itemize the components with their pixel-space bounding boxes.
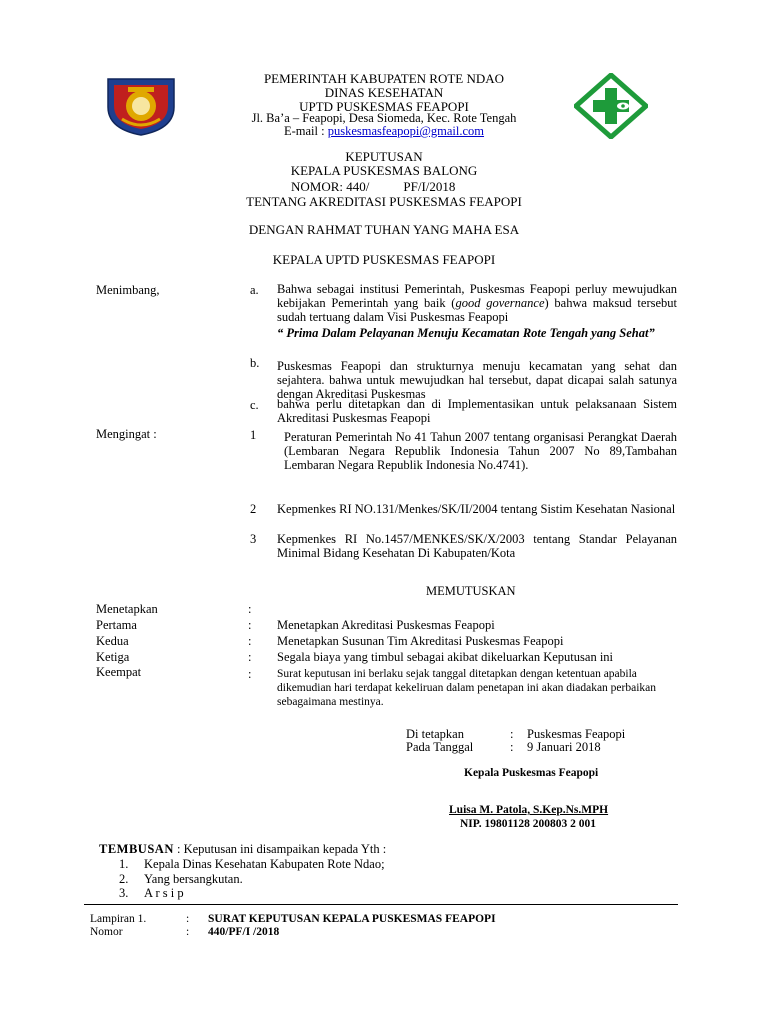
memutuskan-heading: MEMUTUSKAN bbox=[426, 584, 516, 598]
nomor-value: 440/PF/I /2018 bbox=[208, 926, 280, 938]
decree-number-prefix: NOMOR: 440/ bbox=[291, 179, 370, 194]
mengingat-mark-3: 3 bbox=[250, 532, 257, 546]
menimbang-mark-b: b. bbox=[250, 356, 260, 370]
footer-divider bbox=[84, 904, 678, 905]
signatory-nip: NIP. 19801128 200803 2 001 bbox=[460, 818, 596, 830]
decision-text-ketiga: Segala biaya yang timbul sebagai akibat dikeluarkan Keputusan ini bbox=[277, 650, 614, 664]
mengingat-mark-2: 2 bbox=[250, 502, 257, 516]
signatory-position: Kepala Puskesmas Feapopi bbox=[464, 767, 599, 779]
place-label: Di tetapkan bbox=[406, 727, 464, 741]
mengingat-item-1: Peraturan Pemerintah No 41 Tahun 2007 tentang organisasi Perangkat Daerah (Lembaran Negara Republik Indonesia Tahun 2007 No 89,Tambahan Lembaran Negara Republik Indonesia No.4741). bbox=[284, 430, 677, 472]
signatory-name: Luisa M. Patola, S.Kep.Ns.MPH bbox=[449, 804, 609, 816]
decision-label-pertama: Pertama bbox=[96, 618, 137, 632]
decree-title: KEPUTUSAN bbox=[345, 149, 423, 164]
decision-colon: : bbox=[248, 634, 252, 648]
letterhead-government: PEMERINTAH KABUPATEN ROTE NDAO bbox=[263, 71, 505, 86]
date-colon: : bbox=[510, 740, 514, 754]
tembusan-item-2: Yang bersangkutan. bbox=[144, 872, 243, 886]
place-colon: : bbox=[510, 727, 514, 741]
tembusan-num-2: 2. bbox=[119, 872, 129, 886]
tembusan-item-1: Kepala Dinas Kesehatan Kabupaten Rote Ndao; bbox=[144, 857, 385, 871]
lampiran-colon: : bbox=[186, 913, 190, 925]
decision-label-kedua: Kedua bbox=[96, 634, 129, 648]
vision-quote: “ Prima Dalam Pelayanan Menuju Kecamatan Rote Tengah yang Sehat” bbox=[277, 326, 655, 340]
mengingat-item-3: Kepmenkes RI No.1457/MENKES/SK/X/2003 tentang Standar Pelayanan Minimal Bidang Kesehatan Di Kabupaten/Kota bbox=[277, 532, 677, 560]
lampiran-value: SURAT KEPUTUSAN KEPALA PUSKESMAS FEAPOPI bbox=[208, 913, 496, 925]
email-label: E-mail : bbox=[283, 124, 328, 138]
letterhead-unit: UPTD PUSKESMAS FEAPOPI bbox=[299, 99, 469, 114]
mengingat-label: Mengingat : bbox=[96, 427, 157, 441]
place-value: Puskesmas Feapopi bbox=[527, 727, 626, 741]
head-of-unit-heading: KEPALA UPTD PUSKESMAS FEAPOPI bbox=[272, 252, 496, 267]
tembusan-num-1: 1. bbox=[119, 857, 129, 871]
decision-colon: : bbox=[248, 667, 252, 681]
decision-colon: : bbox=[248, 602, 252, 616]
blessing-line: DENGAN RAHMAT TUHAN YANG MAHA ESA bbox=[248, 222, 520, 237]
lampiran-label: Lampiran 1. bbox=[90, 913, 147, 925]
decision-colon: : bbox=[248, 618, 252, 632]
menimbang-item-c: bahwa perlu ditetapkan dan di Implementasikan untuk pelaksanaan Sistem Akreditasi Puskesmas Feapopi bbox=[277, 397, 677, 425]
menimbang-item-b: Puskesmas Feapopi dan strukturnya menuju kecamatan yang sehat dan sejahtera. bahwa untuk mewujudkan hal tersebut, dapat dicapai salah satunya dengan Akreditasi Puskesmas bbox=[277, 359, 677, 401]
decision-text-pertama: Menetapkan Akreditasi Puskesmas Feapopi bbox=[277, 618, 495, 632]
letterhead-email-line bbox=[0, 124, 768, 139]
tembusan-item-3: A r s i p bbox=[144, 886, 184, 900]
email-link[interactable]: puskesmasfeapopi@gmail.com bbox=[327, 124, 485, 138]
decree-number-suffix: PF/I/2018 bbox=[403, 179, 456, 194]
tembusan-label: TEMBUSAN bbox=[99, 842, 174, 856]
tembusan-intro: : Keputusan ini disampaikan kepada Yth : bbox=[173, 842, 387, 856]
decision-label-ketiga: Ketiga bbox=[96, 650, 130, 664]
tembusan-line bbox=[99, 842, 386, 857]
decision-colon: : bbox=[248, 650, 252, 664]
menimbang-mark-c: c. bbox=[250, 398, 259, 412]
date-label: Pada Tanggal bbox=[406, 740, 474, 754]
menimbang-mark-a: a. bbox=[250, 283, 259, 297]
mengingat-mark-1: 1 bbox=[250, 428, 257, 442]
nomor-label: Nomor bbox=[90, 926, 123, 938]
decree-issuer: KEPALA PUSKESMAS BALONG bbox=[290, 163, 478, 178]
decision-text-kedua: Menetapkan Susunan Tim Akreditasi Puskesmas Feapopi bbox=[277, 634, 564, 648]
decision-label-keempat: Keempat bbox=[96, 665, 142, 679]
letterhead-address: Jl. Ba’a – Feapopi, Desa Siomeda, Kec. Rote Tengah bbox=[251, 111, 517, 125]
letterhead-department: DINAS KESEHATAN bbox=[324, 85, 444, 100]
mengingat-item-2: Kepmenkes RI NO.131/Menkes/SK/II/2004 tentang Sistim Kesehatan Nasional bbox=[277, 502, 676, 516]
decision-label-menetapkan: Menetapkan bbox=[96, 602, 158, 616]
date-value: 9 Januari 2018 bbox=[527, 740, 601, 754]
decision-text-keempat: Surat keputusan ini berlaku sejak tanggal ditetapkan dengan ketentuan apabila dikemudian hari terdapat kekeliruan dalam penetapan ini akan diadakan perbaikan sebagaimana mestinya. bbox=[277, 668, 657, 708]
menimbang-label: Menimbang, bbox=[96, 283, 160, 297]
decree-subject: TENTANG AKREDITASI PUSKESMAS FEAPOPI bbox=[246, 194, 522, 209]
decree-number bbox=[291, 179, 455, 195]
tembusan-num-3: 3. bbox=[119, 886, 129, 900]
nomor-colon: : bbox=[186, 926, 190, 938]
menimbang-item-a: Bahwa sebagai institusi Pemerintah, Puskesmas Feapopi perluy mewujudkan kebijakan Pemerintah yang baik (good governance) bahwa maksud tersebut sudah tertuang dalam Visi Puskesmas Feapopi bbox=[277, 282, 677, 324]
